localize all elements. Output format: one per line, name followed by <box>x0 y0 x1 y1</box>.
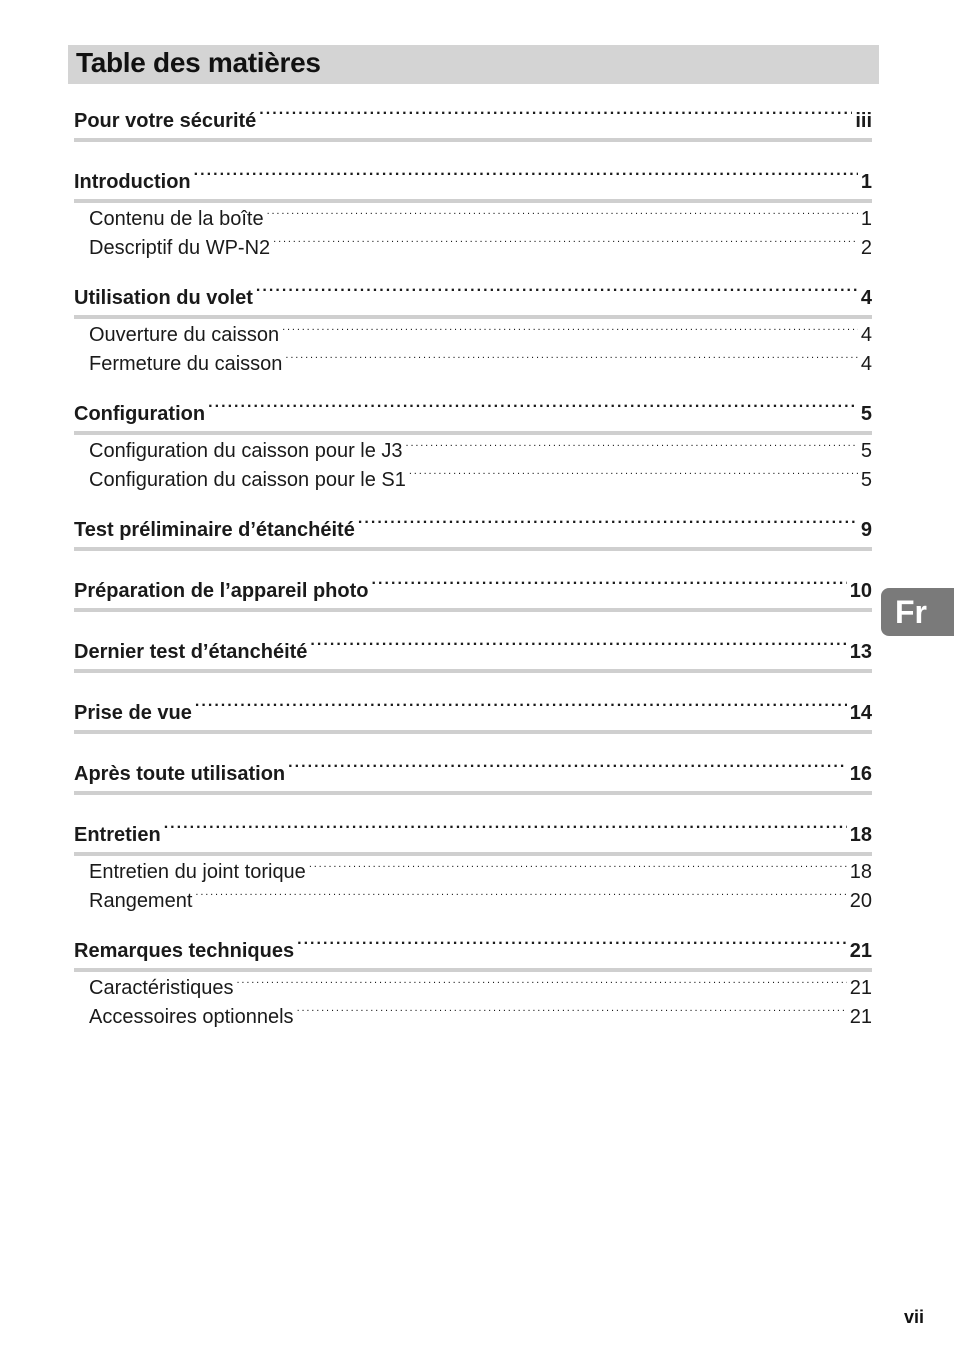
toc-subentry[interactable] <box>74 887 872 916</box>
toc-entry[interactable] <box>74 104 872 142</box>
toc-section <box>74 696 872 734</box>
dot-leader <box>282 321 858 341</box>
toc-entry[interactable] <box>74 574 872 612</box>
dot-leader <box>273 234 858 254</box>
toc-entry-page: 14 <box>849 702 872 724</box>
toc-subentry[interactable] <box>74 974 872 1003</box>
dot-leader <box>310 638 846 658</box>
toc-subentry-page: 21 <box>849 977 872 999</box>
toc-subentry-label: Rangement <box>89 889 193 912</box>
dot-leader <box>288 760 847 780</box>
toc-subentry-label: Ouverture du caisson <box>89 324 280 346</box>
toc-section <box>74 165 872 262</box>
dot-leader <box>297 937 847 957</box>
toc-entry-page: 18 <box>849 824 872 846</box>
dot-leader <box>409 466 858 486</box>
toc-section <box>74 818 872 915</box>
toc-subentry[interactable] <box>74 234 872 263</box>
toc-subentry-label: Configuration du caisson pour le J3 <box>89 440 403 462</box>
toc-subentry-page: 18 <box>849 861 872 883</box>
toc-entry-label: Test préliminaire d’étanchéité <box>74 519 355 541</box>
toc-subentry-label: Contenu de la boîte <box>89 208 264 230</box>
dot-leader <box>256 284 858 304</box>
toc-section <box>74 281 872 378</box>
toc-entry-page: 13 <box>849 641 872 663</box>
toc-entry-label: Prise de vue <box>74 702 192 724</box>
page-title: Table des matières <box>76 47 321 78</box>
toc-section <box>74 513 872 551</box>
toc-entry[interactable] <box>74 513 872 551</box>
toc-subentry[interactable] <box>74 205 872 234</box>
dot-leader <box>406 437 858 457</box>
toc-entry-label: Préparation de l’appareil photo <box>74 580 369 602</box>
toc-subentry-label: Caractéristiques <box>89 977 234 999</box>
toc-entry[interactable] <box>74 934 872 972</box>
toc-subentry-label: Fermeture du caisson <box>89 352 283 375</box>
toc-entry[interactable] <box>74 165 872 203</box>
toc-subentry[interactable] <box>74 437 872 466</box>
page-number: vii <box>904 1307 925 1327</box>
toc-entry-page: 10 <box>849 580 872 602</box>
toc-entry-label: Introduction <box>74 171 191 193</box>
toc-entry-label: Remarques techniques <box>74 940 295 962</box>
toc-section <box>74 104 872 142</box>
toc-entry[interactable] <box>74 696 872 734</box>
toc-entry-page: iii <box>855 110 872 132</box>
dot-leader <box>195 887 846 907</box>
dot-leader <box>195 699 847 719</box>
toc-subentry[interactable] <box>74 858 872 887</box>
title-bar <box>68 45 879 84</box>
toc-subentry-label: Configuration du caisson pour le S1 <box>89 468 406 491</box>
toc-subentry-label: Descriptif du WP-N2 <box>89 236 271 259</box>
toc-subentry[interactable] <box>74 321 872 350</box>
toc-subentry-label: Accessoires optionnels <box>89 1005 294 1028</box>
toc-entry-label: Utilisation du volet <box>74 287 253 309</box>
dot-leader <box>372 577 847 597</box>
toc-section <box>74 934 872 1031</box>
toc-subentry-page: 2 <box>860 236 872 259</box>
toc-section <box>74 757 872 795</box>
toc-subentry-page: 4 <box>860 352 872 375</box>
toc-entry-page: 21 <box>849 940 872 962</box>
toc-entry-page: 4 <box>860 287 872 309</box>
toc-subentry[interactable] <box>74 466 872 495</box>
dot-leader <box>309 858 847 878</box>
toc-entry[interactable] <box>74 635 872 673</box>
toc-entry-label: Après toute utilisation <box>74 763 286 785</box>
toc-subentry-page: 21 <box>849 1005 872 1028</box>
toc-entry-page: 1 <box>860 171 872 193</box>
dot-leader <box>194 168 858 188</box>
toc-entry[interactable] <box>74 818 872 856</box>
dot-leader <box>208 400 858 420</box>
toc-entry-label: Dernier test d’étanchéité <box>74 641 308 663</box>
toc-entry-label: Pour votre sécurité <box>74 110 257 132</box>
dot-leader <box>164 821 847 841</box>
toc-section <box>74 635 872 673</box>
toc-subentry[interactable] <box>74 350 872 379</box>
toc-subentry-page: 4 <box>860 324 872 346</box>
language-tab: Fr <box>881 588 954 636</box>
dot-leader <box>237 974 847 994</box>
toc-entry[interactable] <box>74 757 872 795</box>
toc-entry-page: 16 <box>849 763 872 785</box>
dot-leader <box>259 107 852 127</box>
toc-subentry-page: 5 <box>860 440 872 462</box>
toc-entry-label: Entretien <box>74 824 161 846</box>
toc-subentry-label: Entretien du joint torique <box>89 861 306 883</box>
toc-entry-label: Configuration <box>74 403 206 425</box>
toc-subentry[interactable] <box>74 1003 872 1032</box>
toc-entry[interactable] <box>74 281 872 319</box>
toc-subentry-page: 1 <box>860 208 872 230</box>
toc-section <box>74 397 872 494</box>
dot-leader <box>297 1003 847 1023</box>
table-of-contents <box>74 104 872 1050</box>
toc-subentry-page: 20 <box>849 889 872 912</box>
toc-entry-page: 9 <box>860 519 872 541</box>
toc-subentry-page: 5 <box>860 468 872 491</box>
toc-section <box>74 574 872 612</box>
toc-entry-page: 5 <box>860 403 872 425</box>
dot-leader <box>358 516 858 536</box>
dot-leader <box>285 350 857 370</box>
toc-entry[interactable] <box>74 397 872 435</box>
dot-leader <box>267 205 858 225</box>
